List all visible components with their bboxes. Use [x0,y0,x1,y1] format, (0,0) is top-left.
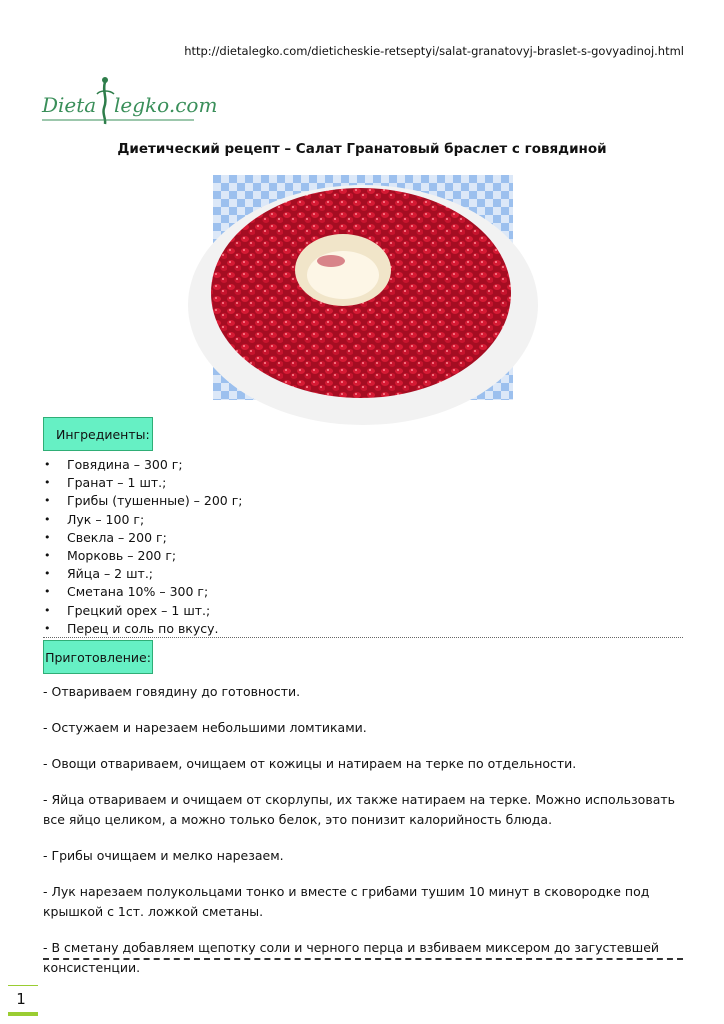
logo-text-right: legko.com [114,93,218,117]
ingredient-item: • Гранат – 1 шт.; [44,474,243,492]
ingredient-item: • Перец и соль по вкусу. [44,620,243,638]
ingredient-item: • Лук – 100 г; [44,511,243,529]
page-number-bar [8,1012,38,1016]
preparation-steps [43,682,688,994]
step-text: - В сметану добавляем щепотку соли и черного перца и взбиваем миксером до загустевшей консистенции. [43,940,660,975]
step-text: - Яйца отвариваем и очищаем от скорлупы, их также натираем на терке. Можно использовать все яйцо целиком, а можно только белок, это понизит калорийность блюда. [43,792,676,827]
preparation-label: Приготовление: [43,640,153,674]
ingredient-item: • Свекла – 200 г; [44,529,243,547]
ingredient-item: • Грецкий орех – 1 шт.; [44,602,243,620]
ingredients-label: Ингредиенты: [43,417,153,451]
step-text: - Грибы очищаем и мелко нарезаем. [43,848,284,863]
salad-photo [213,175,513,400]
site-logo [42,74,218,126]
logo-figure-icon [103,82,105,124]
section-divider [43,637,683,638]
step-text: - Остужаем и нарезаем небольшими ломтиками. [43,720,367,735]
step-text: - Лук нарезаем полукольцами тонко и вместе с грибами тушим 10 минут в сковородке под крышкой с 1ст. ложкой сметаны. [43,884,650,919]
ingredient-item: • Яйца – 2 шт.; [44,565,243,583]
step-text: - Овощи отвариваем, очищаем от кожицы и натираем на терке по отдельности. [43,756,577,771]
source-url: http://dietalegko.com/dieticheskie-retseptyi/salat-granatovyj-braslet-s-govyadinoj.html [184,44,684,58]
ingredient-item: • Сметана 10% – 300 г; [44,583,243,601]
logo-text-left: Dieta [42,93,97,117]
step-text: - Отвариваем говядину до готовности. [43,684,301,699]
ingredient-item: • Морковь – 200 г; [44,547,243,565]
page-number: 1 [16,990,26,1008]
ingredients-list [44,456,243,638]
ingredient-item: • Говядина – 300 г; [44,456,243,474]
page-number-rule [8,985,38,986]
recipe-title: Диетический рецепт – Салат Гранатовый браслет с говядиной [117,141,607,157]
bottom-divider [43,958,683,960]
ingredient-item: • Грибы (тушенные) – 200 г; [44,492,243,510]
